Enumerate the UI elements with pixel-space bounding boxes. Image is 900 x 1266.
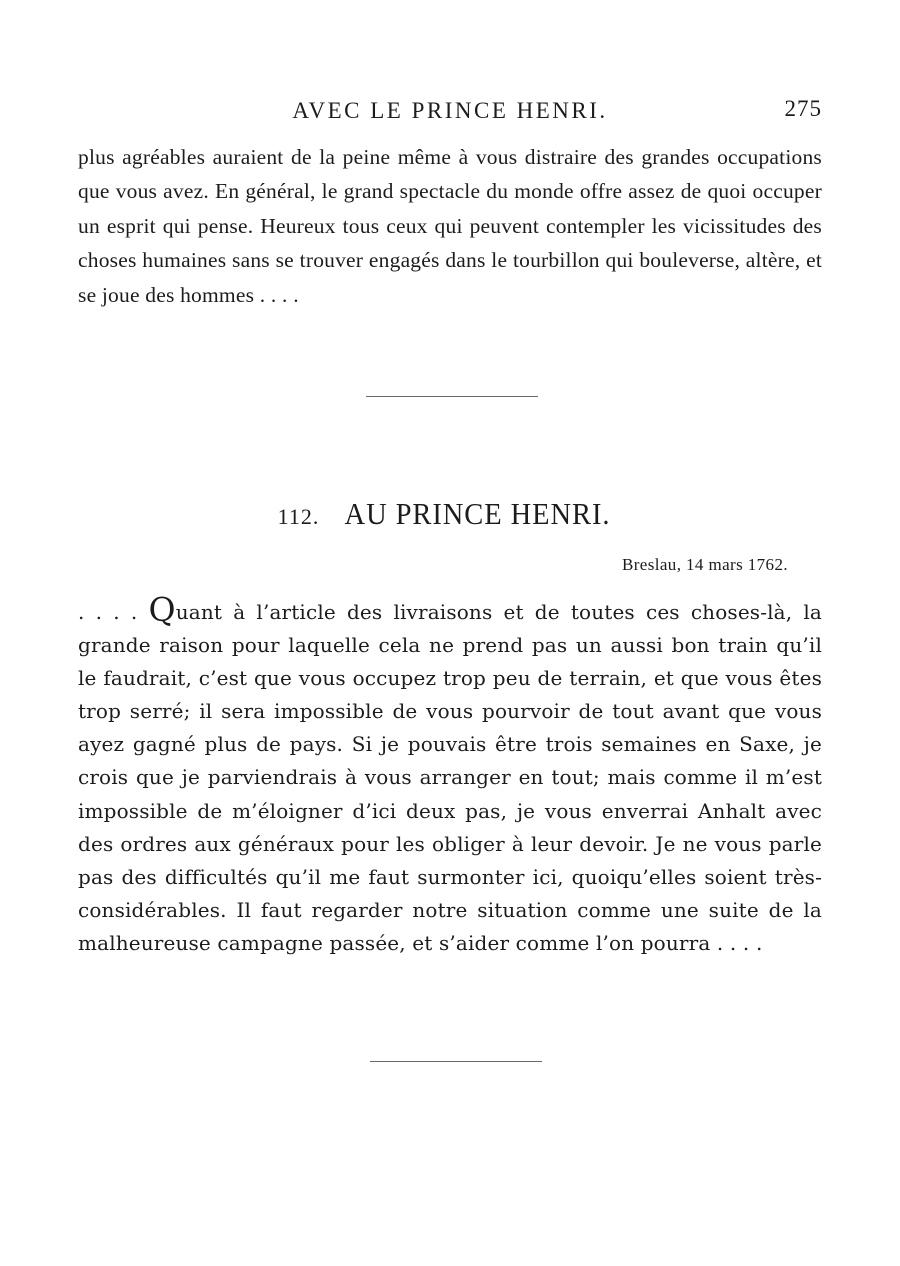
running-head bbox=[78, 96, 822, 130]
letter-body bbox=[78, 590, 822, 960]
page-number: 275 bbox=[784, 96, 822, 121]
letter-lead-in: . . . . bbox=[78, 600, 149, 624]
letter-body-text: uant à l’article des livraisons et de toutes ces choses-là, la grande raison pour laquelle cela ne prend pas un aussi bon train qu’il le faudrait, c’est que vous occupez trop peu de terrain, et que vous êtes trop serré; il sera impossible de vous pourvoir de tout avant que vous ayez gagné plus de pays. Si je pouvais être trois semaines en Saxe, je crois que je parviendrais à vous arranger en tout; mais comme il m’est impossible de m’éloigner d’ici deux pas, je vous enverrai Anhalt avec des ordres aux généraux pour les obliger à leur devoir. Je ne vous parle pas des difficultés qu’il me faut surmonter ici, quoiqu’elles soient très-considérables. Il faut regarder notre situation comme une suite de la malheureuse campagne passée, et s’aider comme l’on pourra . . . . bbox=[78, 600, 822, 955]
drop-capital: Q bbox=[148, 590, 176, 629]
letter-dateline: Breslau, 14 mars 1762. bbox=[621, 555, 788, 574]
letter-number: 112. bbox=[277, 504, 320, 529]
closing-divider bbox=[370, 1061, 542, 1062]
running-title: AVEC LE PRINCE HENRI. bbox=[292, 98, 608, 123]
previous-letter-ending: plus agréables auraient de la peine même à vous distraire des grandes occupations que vous avez. En général, le grand spectacle du monde offre assez de quoi occuper un esprit qui pense. Heureux tous ceux qui peuvent contempler les vicissitudes des choses humaines sans se trouver engagés dans le tourbillon qui bouleverse, altère, et se joue des hommes . . . . bbox=[78, 145, 822, 307]
section-divider bbox=[366, 396, 538, 397]
letter-heading bbox=[0, 496, 900, 532]
letter-title: AU PRINCE HENRI. bbox=[344, 496, 611, 531]
